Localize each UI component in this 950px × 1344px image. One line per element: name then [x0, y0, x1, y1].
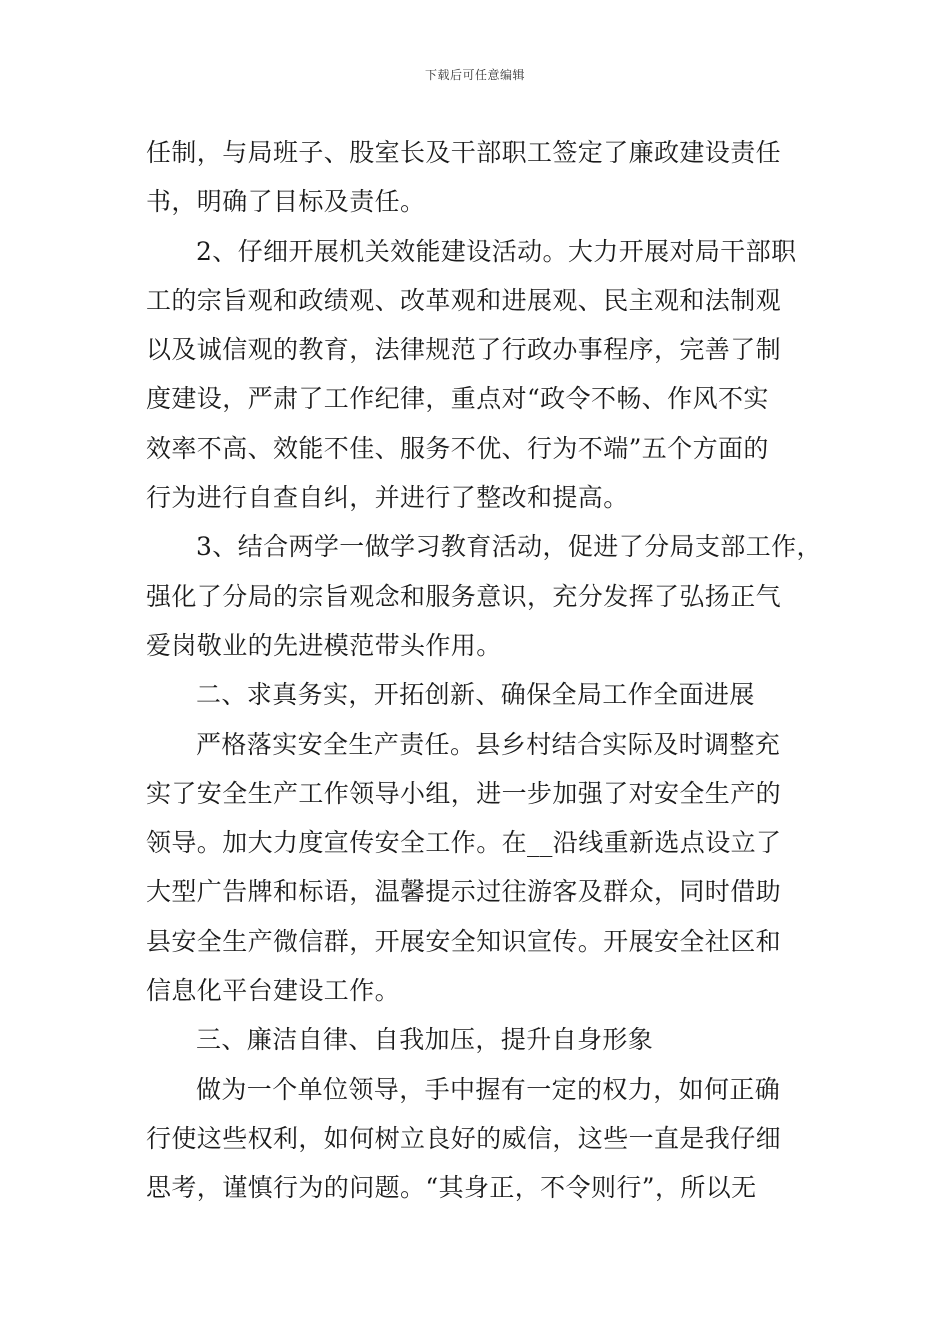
text-line: 行使这些权利，如何树立良好的威信，这些一直是我仔细 [146, 1123, 782, 1153]
text-line: 度建设，严肃了工作纪律，重点对“政令不畅、作风不实 [146, 384, 769, 414]
text-line: 做为一个单位领导，手中握有一定的权力，如何正确 [196, 1074, 781, 1104]
text-line: 任制，与局班子、股室长及干部职工签定了廉政建设责任 [146, 138, 782, 167]
text-line: 以及诚信观的教育，法律规范了行政办事程序，完善了制 [146, 335, 782, 365]
text-line: 思考，谨慎行为的问题。“其身正，不令则行”，所以无 [146, 1173, 757, 1203]
text-line: 严格落实安全生产责任。县乡村结合实际及时调整充 [196, 729, 781, 759]
text-line: 实了安全生产工作领导小组，进一步加强了对安全生产的 [146, 778, 782, 808]
text-line: 行为进行自查自纠，并进行了整改和提高。 [146, 483, 629, 513]
text-line: 信息化平台建设工作。 [146, 976, 401, 1006]
document-body [146, 128, 822, 1213]
text-line: 效率不高、效能不佳、服务不优、行为不端”五个方面的 [146, 433, 769, 463]
text-line: 爱岗敬业的先进模范带头作用。 [146, 630, 502, 660]
text-line: 工的宗旨观和政绩观、改革观和进展观、民主观和法制观 [146, 285, 782, 315]
text-line: 大型广告牌和标语，温馨提示过往游客及群众，同时借助 [146, 877, 782, 907]
text-line: 2、仔细开展机关效能建设活动。大力开展对局干部职 [196, 236, 797, 266]
page-header: 下载后可任意编辑 [424, 68, 525, 82]
section-heading: 三、廉洁自律、自我加压，提升自身形象 [196, 1025, 654, 1055]
text-line: 3、结合两学一做学习教育活动，促进了分局支部工作， [196, 532, 822, 562]
text-line: 书，明确了目标及责任。 [146, 187, 426, 217]
text-line: 县安全生产微信群，开展安全知识宣传。开展安全社区和 [146, 926, 782, 956]
text-line: 领导。加大力度宣传安全工作。在__沿线重新选点设立了 [146, 828, 782, 858]
text-line: 强化了分局的宗旨观念和服务意识，充分发挥了弘扬正气 [146, 581, 782, 611]
section-heading: 二、求真务实，开拓创新、确保全局工作全面进展 [196, 680, 755, 710]
